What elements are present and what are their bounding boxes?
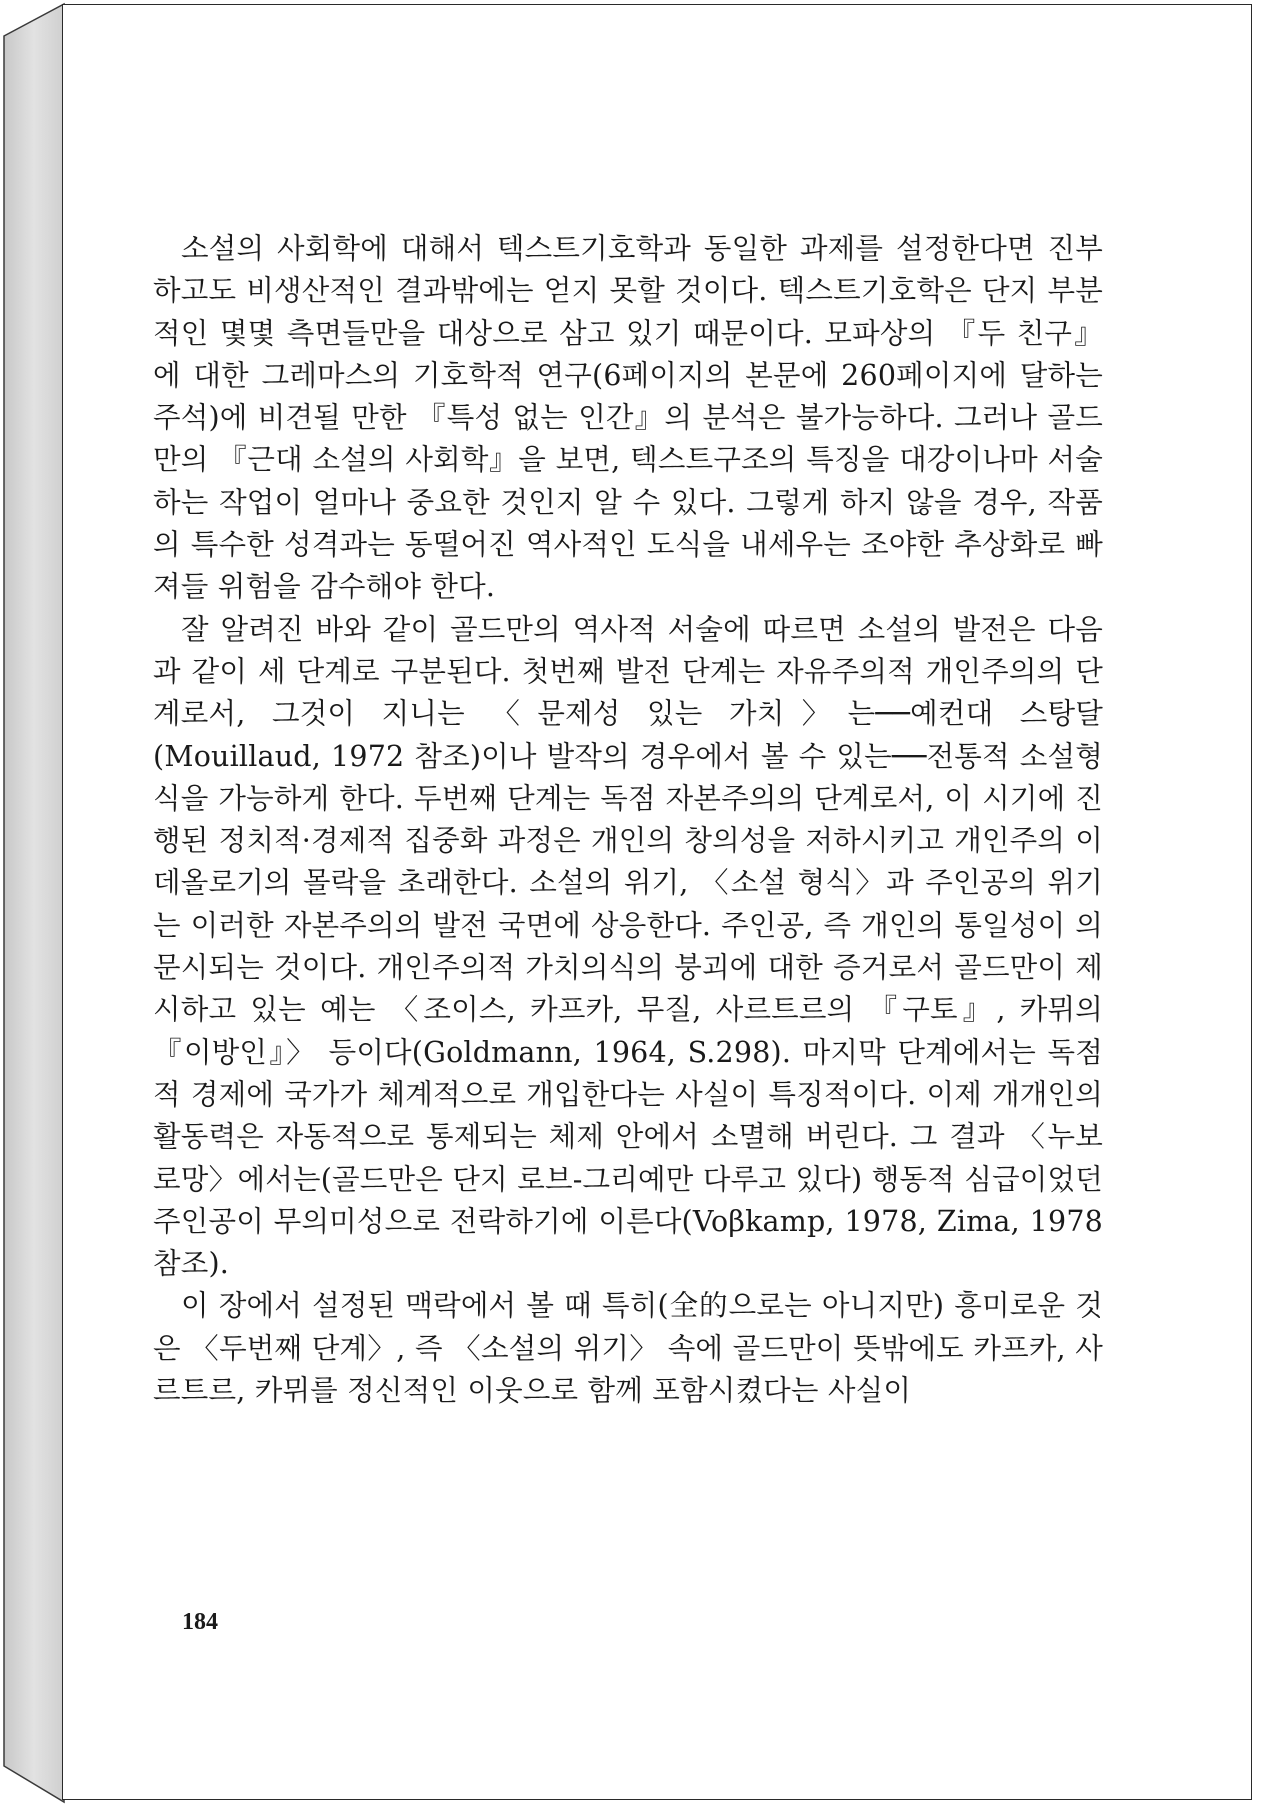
page-number: 184	[182, 1609, 218, 1635]
paragraph-1: 소설의 사회학에 대해서 텍스트기호학과 동일한 과제를 설정한다면 진부하고도 비생산적인 결과밖에는 얻지 못할 것이다. 텍스트기호학은 단지 부분적인 몇몇 측면들만을 대상으로 삼고 있기 때문이다. 모파상의 『두 친구』에 대한 그레마스의 기호학적 연구(6페이지의 본문에 260페이지에 달하는 주석)에 비견될 만한 『특성 없는 인간』의 분석은 불가능하다. 그러나 골드만의 『근대 소설의 사회학』을 보면, 텍스트구조의 특징을 대강이나마 서술하는 작업이 얼마나 중요한 것인지 알 수 있다. 그렇게 하지 않을 경우, 작품의 특수한 성격과는 동떨어진 역사적인 도식을 내세우는 조야한 추상화로 빠져들 위험을 감수해야 한다.	[153, 232, 1103, 604]
body-text	[153, 228, 1103, 1412]
paragraph-3: 이 장에서 설정된 맥락에서 볼 때 특히(全的으로는 아니지만) 흥미로운 것은 〈두번째 단계〉, 즉 〈소설의 위기〉 속에 골드만이 뜻밖에도 카프카, 사르트르, 카뮈를 정신적인 이웃으로 함께 포함시켰다는 사실이	[153, 1289, 1103, 1408]
paragraph-2: 잘 알려진 바와 같이 골드만의 역사적 서술에 따르면 소설의 발전은 다음과 같이 세 단계로 구분된다. 첫번째 발전 단계는 자유주의적 개인주의의 단계로서, 그것이 지니는 〈문제성 있는 가치〉는──예컨대 스탕달(Mouillaud, 1972 참조)이나 발작의 경우에서 볼 수 있는──전통적 소설형식을 가능하게 한다. 두번째 단계는 독점 자본주의의 단계로서, 이 시기에 진행된 정치적·경제적 집중화 과정은 개인의 창의성을 저하시키고 개인주의 이데올로기의 몰락을 초래한다. 소설의 위기, 〈소설 형식〉과 주인공의 위기는 이러한 자본주의의 발전 국면에 상응한다. 주인공, 즉 개인의 통일성이 의문시되는 것이다. 개인주의적 가치의식의 붕괴에 대한 증거로서 골드만이 제시하고 있는 예는 〈조이스, 카프카, 무질, 사르트르의 『구토』, 카뮈의 『이방인』〉 등이다(Goldmann, 1964, S.298). 마지막 단계에서는 독점적 경제에 국가가 체계적으로 개입한다는 사실이 특징적이다. 이제 개개인의 활동력은 자동적으로 통제되는 체제 안에서 소멸해 버린다. 그 결과 〈누보 로망〉에서는(골드만은 단지 로브-그리예만 다루고 있다) 행동적 심급이었던 주인공이 무의미성으로 전락하기에 이른다(Voβkamp, 1978, Zima, 1978 참조).	[153, 612, 1103, 1281]
